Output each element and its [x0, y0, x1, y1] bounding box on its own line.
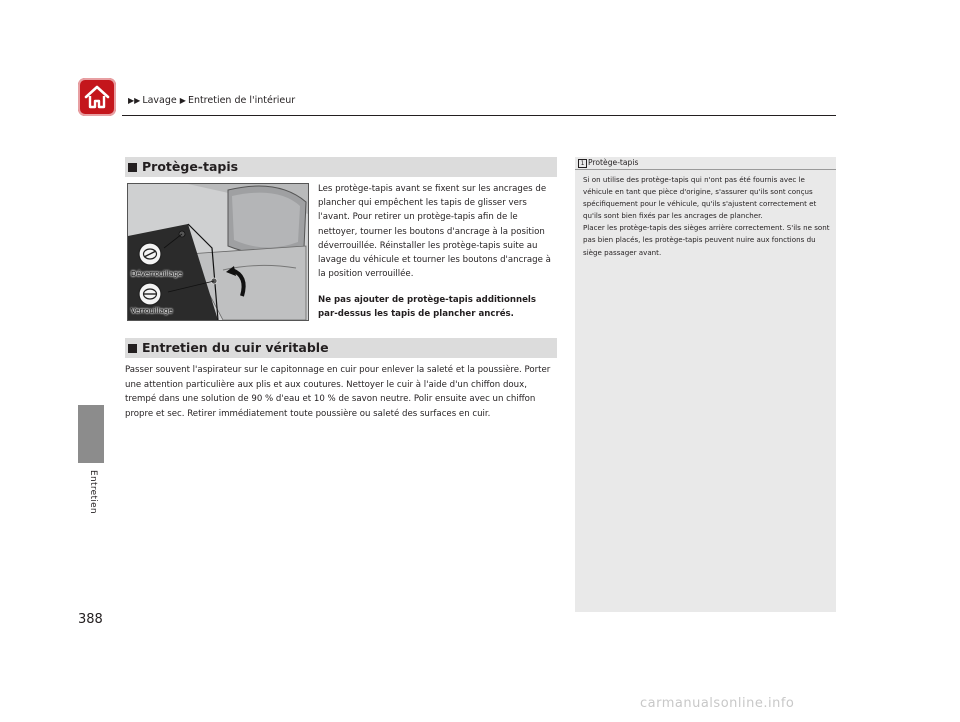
section-heading-floor-mats [125, 157, 557, 177]
breadcrumb-arrow-icon: ▶ [179, 96, 186, 105]
notes-paragraph: Si on utilise des protège-tapis qui n'ont pas été fournis avec le véhicule en tant que pièce d'origine, s'assurer qu'ils sont conçus spécifiquement pour le véhicule, qu'ils s'ajustent correctement et qu'ils sont bien fixés par les ancrages de plancher. [583, 175, 817, 221]
section-square-icon [128, 344, 137, 353]
section-heading-leather [125, 338, 557, 358]
note-icon: 1 [578, 159, 587, 168]
floor-mat-drawing [128, 184, 308, 320]
leather-care-text: Passer souvent l'aspirateur sur le capitonnage en cuir pour enlever la saleté et la poussière. Porter une attention particulière aux plis et aux coutures. Nettoyer le cuir à l'aide d'un chiffon doux, trempé dans une solution de 90 % d'eau et 10 % de savon neutre. Polir ensuite avec un chiffon propre et sec. Retirer immédiatement toute poussière ou saleté des surfaces en cuir. [125, 365, 551, 420]
figure-label-lock: Verrouillage [131, 307, 173, 315]
chapter-tab-label: Entretien [88, 470, 98, 514]
header-divider [122, 115, 836, 116]
section-title: Entretien du cuir véritable [142, 340, 329, 355]
figure-label-unlock: Déverrouillage [131, 270, 183, 278]
notes-body [583, 174, 831, 259]
home-button[interactable] [78, 78, 116, 116]
notes-title: Protège-tapis [588, 158, 639, 167]
notes-paragraph: Placer les protège-tapis des sièges arrière correctement. S'ils ne sont pas bien placés, les protège-tapis peuvent nuire aux fonctions du siège passager avant. [583, 223, 830, 257]
floor-mats-intro-text: Les protège-tapis avant se fixent sur les ancrages de plancher qui empêchent les tapis de glisser vers l'avant. Pour retirer un protège-tapis afin de le nettoyer, tourner les boutons d'ancrage à la position déverrouillée. Réinstaller les protège-tapis suite au lavage du véhicule et tourner les boutons d'ancrage à la position verrouillée. [318, 184, 551, 280]
notes-sidebar [575, 157, 836, 612]
floor-mats-warning-text: Ne pas ajouter de protège-tapis additionnels par-dessus les tapis de plancher ancrés. [318, 295, 536, 320]
breadcrumb-item-entretien-interieur[interactable]: Entretien de l'intérieur [187, 95, 296, 106]
breadcrumb [128, 95, 295, 106]
watermark: carmanualsonline.info [640, 696, 795, 711]
home-icon [83, 83, 111, 111]
breadcrumb-item-lavage[interactable]: Lavage [142, 95, 177, 106]
notes-header [575, 157, 836, 170]
breadcrumb-arrow-icon: ▶▶ [128, 96, 141, 105]
section-title: Protège-tapis [142, 159, 239, 174]
section-square-icon [128, 163, 137, 172]
chapter-tab[interactable] [78, 405, 104, 463]
floor-mat-anchor-illustration [127, 183, 309, 321]
page-number: 388 [78, 612, 103, 627]
